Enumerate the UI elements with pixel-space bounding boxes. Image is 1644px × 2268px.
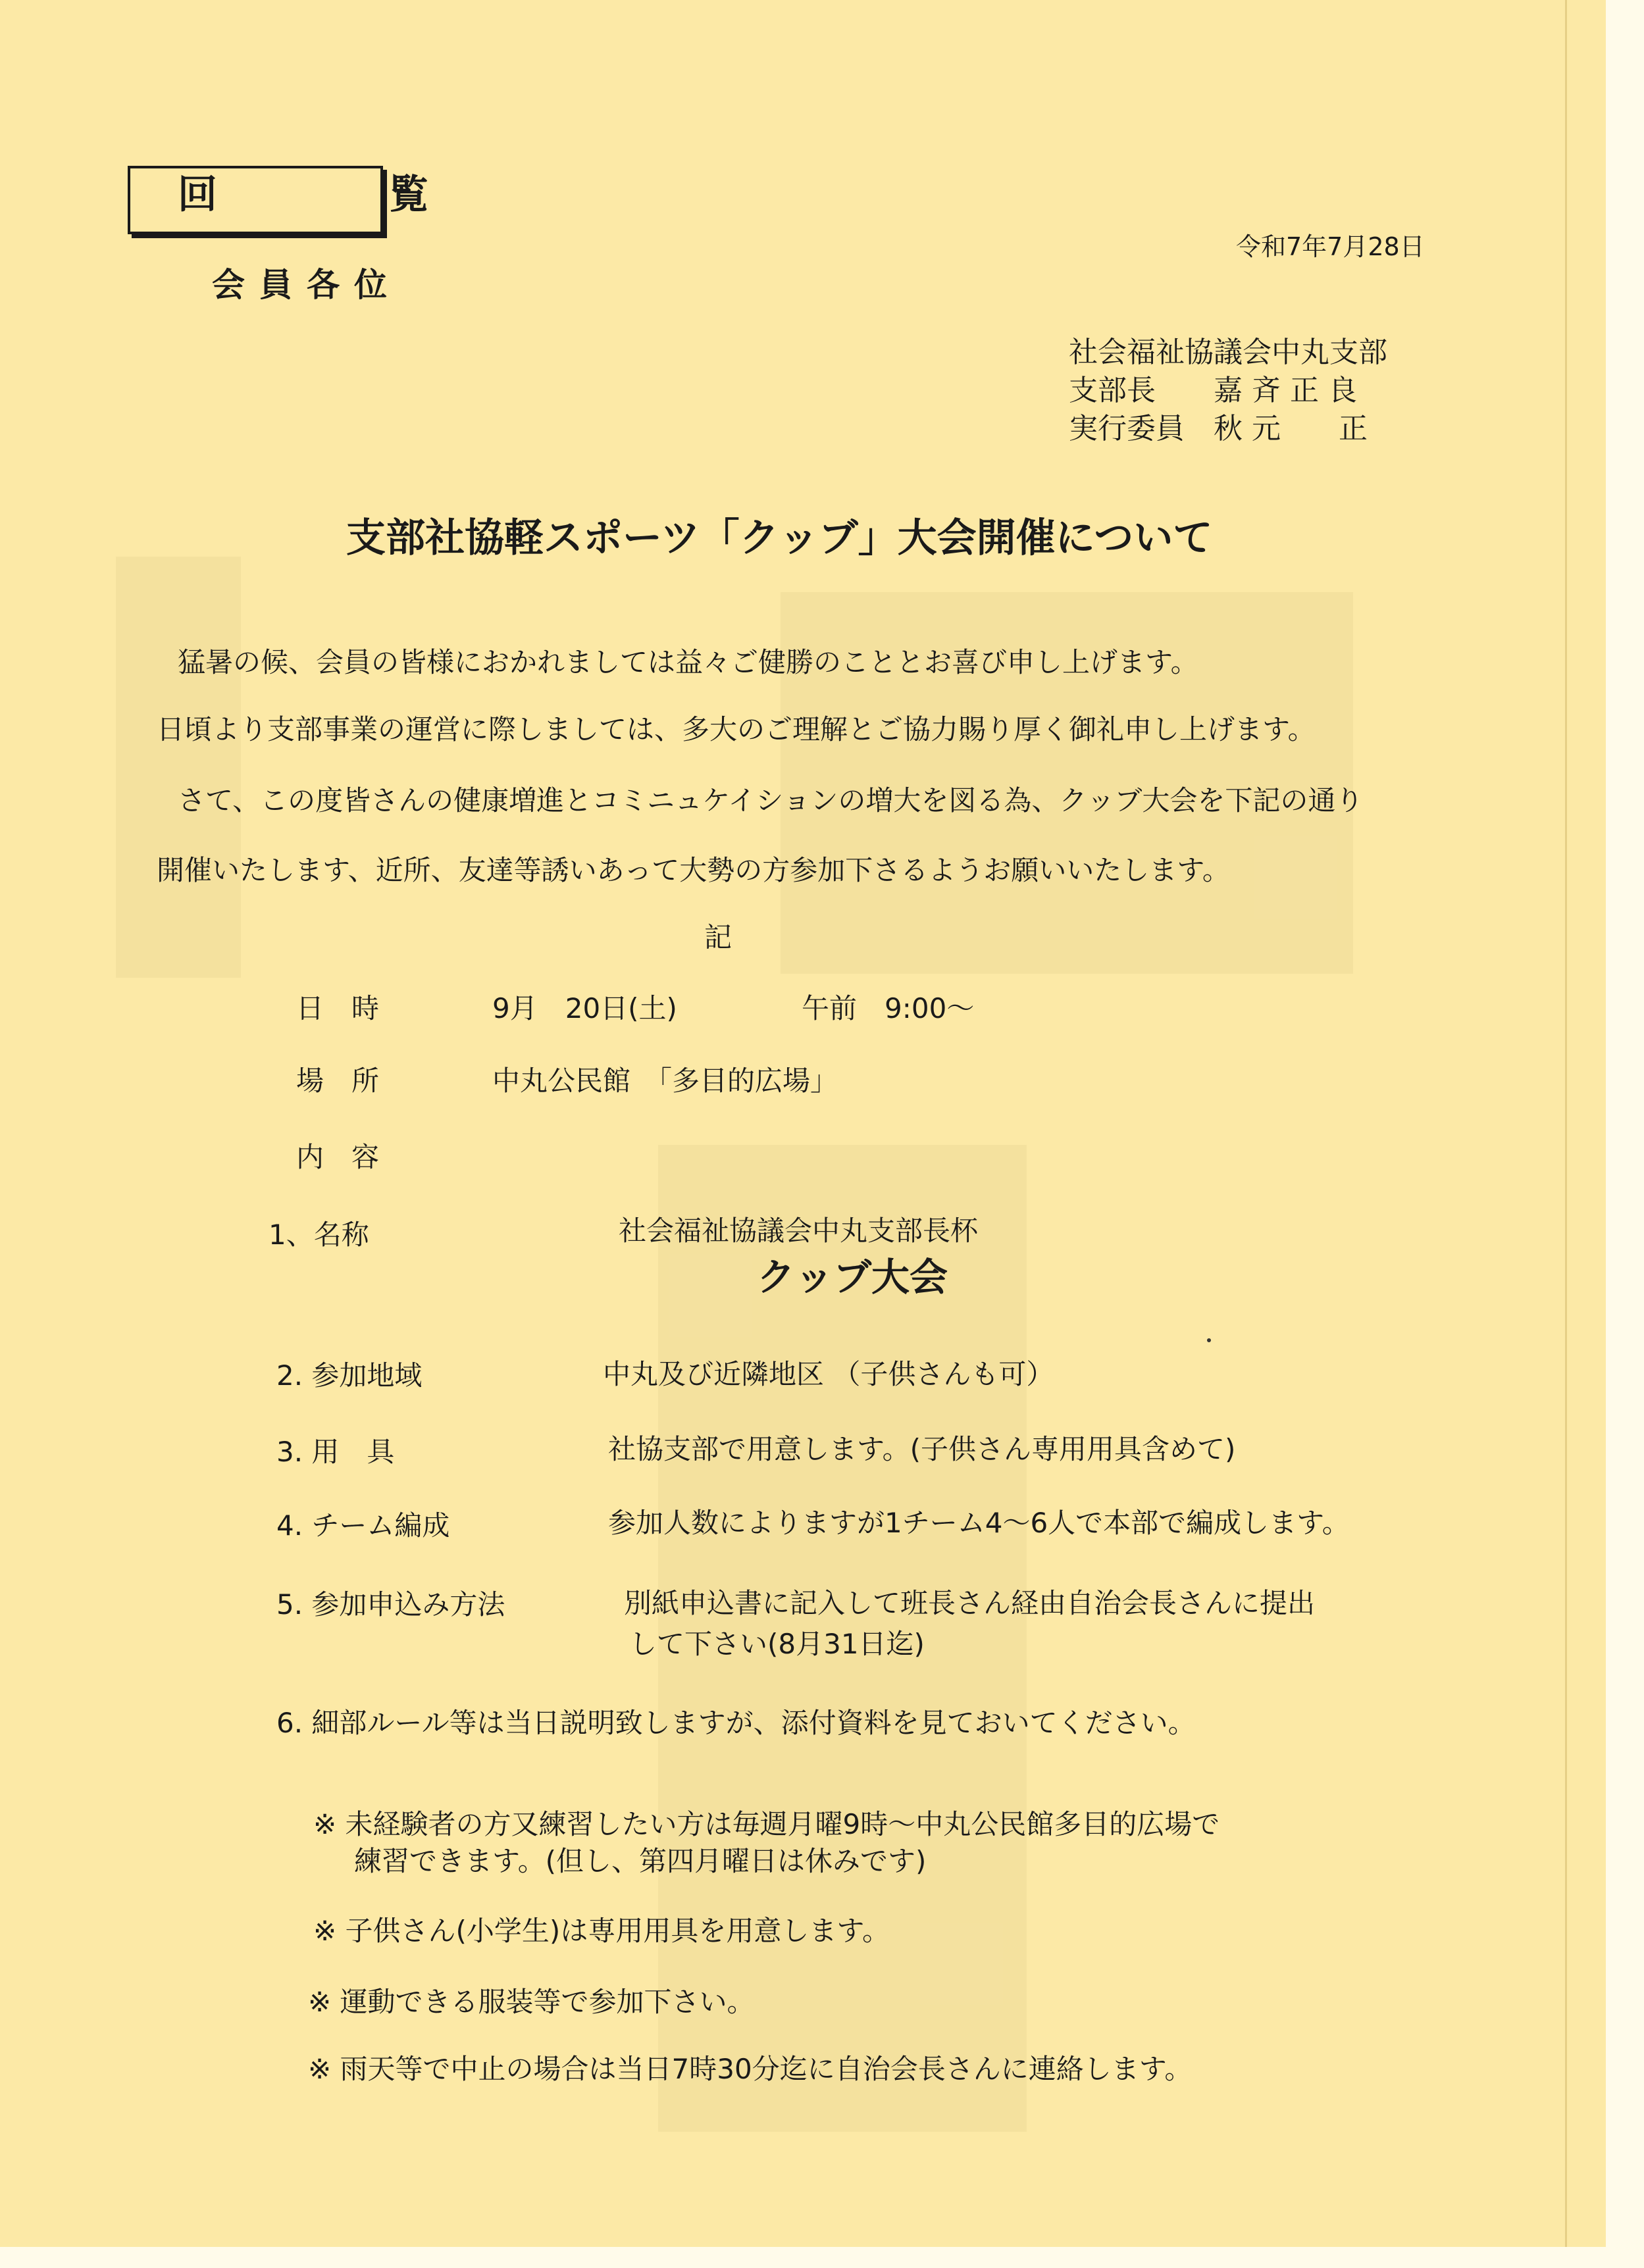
note-1-line-2: 練習できます。(但し、第四月曜日は休みです) [354, 1845, 927, 1877]
paper-edge-bottom [0, 2247, 1644, 2268]
ki-heading: 記 [704, 921, 732, 953]
addressee: 会員各位 [212, 266, 401, 304]
body-paragraph-1: 猛暑の候、会員の皆様におかれましては益々ご健勝のこととお喜び申し上げます。 [178, 646, 1198, 678]
item-1-label: 1、名称 [269, 1219, 369, 1251]
kairan-label: 回 覧 [178, 172, 507, 218]
item-3-label: 3. 用 具 [276, 1436, 395, 1468]
item-4-label: 4. チーム編成 [276, 1509, 450, 1542]
scan-speck [1207, 1338, 1211, 1342]
item-5-value-line-1: 別紙申込書に記入して班長さん経由自治会長さんに提出 [624, 1587, 1316, 1619]
document-date: 令和7年7月28日 [1236, 232, 1425, 261]
content-label: 内 容 [296, 1141, 380, 1173]
item-4-value: 参加人数によりますが1チーム4～6人で本部で編成します。 [608, 1507, 1350, 1539]
note-2: ※ 子供さん(小学生)は専用用具を用意します。 [313, 1915, 890, 1947]
sender-committee-member: 実行委員 秋 元 正 [1069, 412, 1368, 445]
note-4: ※ 雨天等で中止の場合は当日7時30分迄に自治会長さんに連絡します。 [308, 2053, 1193, 2085]
item-5-value-line-2: して下さい(8月31日迄) [629, 1628, 925, 1660]
item-2-value: 中丸及び近隣地区 （子供さんも可） [603, 1358, 1054, 1390]
item-6: 6. 細部ルール等は当日説明致しますが、添付資料を見ておいてください。 [276, 1707, 1196, 1739]
paper-fold-line [1565, 0, 1567, 2247]
item-5-label: 5. 参加申込み方法 [276, 1588, 505, 1621]
event-place: 中丸公民館 「多目的広場」 [492, 1065, 838, 1097]
paper-edge-right [1606, 0, 1644, 2268]
datetime-label: 日 時 [296, 992, 380, 1024]
event-time: 午前 9:00～ [802, 992, 975, 1024]
place-label: 場 所 [296, 1065, 380, 1097]
scan-shadow [116, 557, 241, 978]
body-paragraph-2: 日頃より支部事業の運営に際しましては、多大のご理解とご協力賜り厚く御礼申し上げます。 [157, 713, 1316, 745]
sender-organization: 社会福祉協議会中丸支部 [1069, 336, 1387, 369]
body-paragraph-4: 開催いたします、近所、友達等誘いあって大勢の方参加下さるようお願いいたします。 [157, 854, 1230, 886]
item-1-value: 社会福祉協議会中丸支部長杯 [619, 1215, 979, 1247]
item-2-label: 2. 参加地域 [276, 1359, 423, 1392]
item-1-event-name: クッブ大会 [757, 1255, 948, 1299]
item-3-value: 社協支部で用意します。(子供さん専用用具含めて) [608, 1433, 1236, 1465]
body-paragraph-3: さて、この度皆さんの健康増進とコミニュケイションの増大を図る為、クッブ大会を下記の通り [178, 784, 1364, 817]
document-title: 支部社協軽スポーツ「クッブ」大会開催について [346, 515, 1213, 561]
note-3: ※ 運動できる服装等で参加下さい。 [308, 1986, 755, 2018]
event-date: 9月 20日(土) [492, 992, 677, 1024]
sender-branch-head: 支部長 嘉 斉 正 良 [1069, 374, 1357, 407]
note-1-line-1: ※ 未経験者の方又練習したい方は毎週月曜9時～中丸公民館多目的広場で [313, 1808, 1220, 1840]
